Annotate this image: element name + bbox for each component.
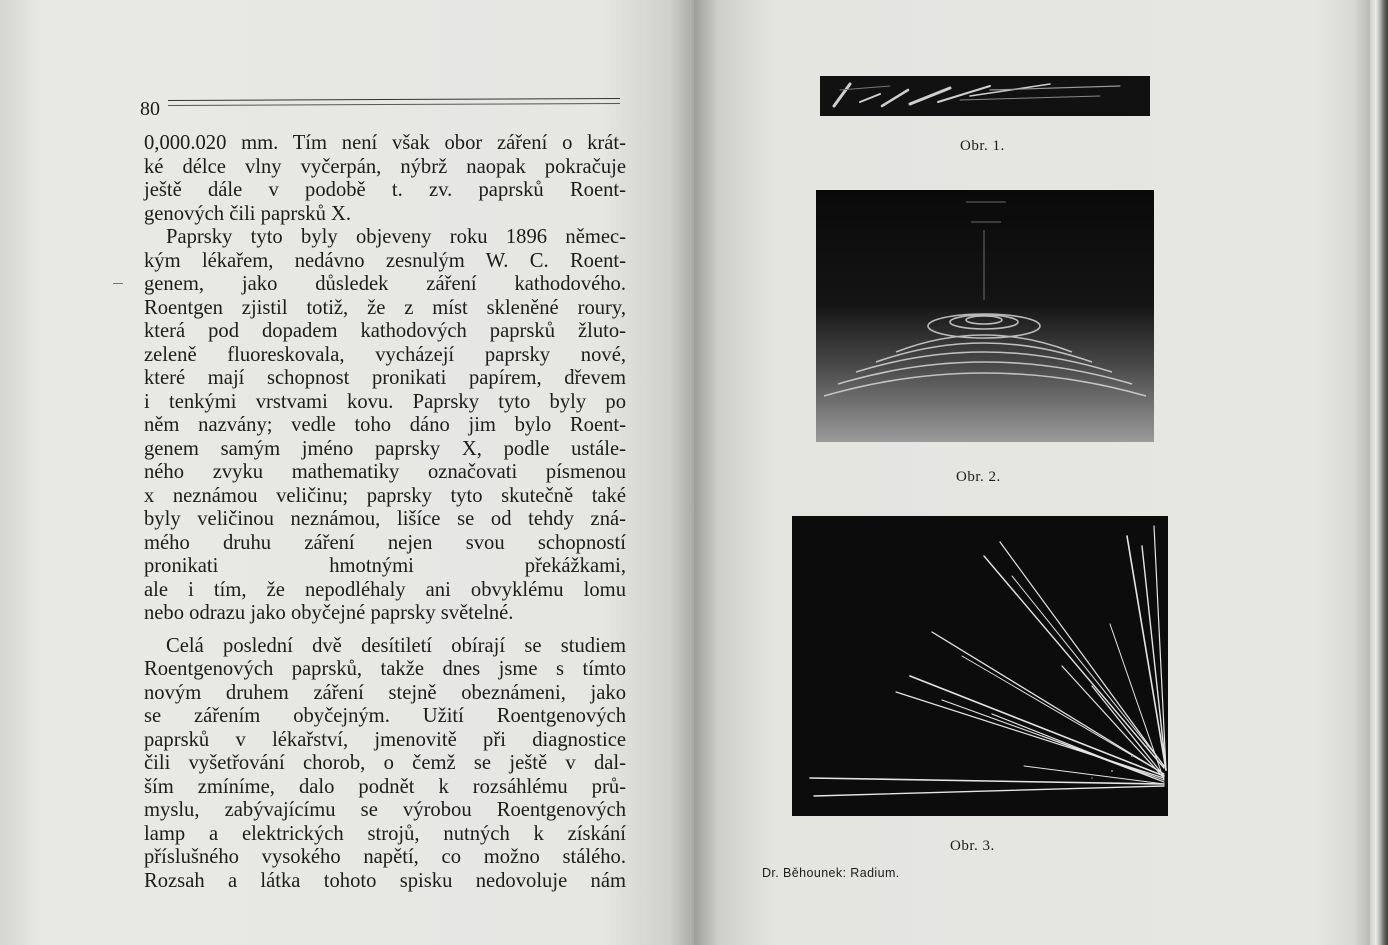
text-line: Roentgen zjistil totiž, že z míst skleněné roury, — [144, 296, 626, 319]
text-line: genem, jako důsledek záření kathodového. — [144, 273, 626, 295]
footer-credit: Dr. Běhounek: Radium. — [762, 866, 900, 880]
text-line: novým druhem záření stejně obeznámeni, jako — [144, 681, 626, 704]
body-text — [144, 132, 626, 893]
text-line: byly veličinou neznámou, lišíce se od tehdy zná- — [144, 508, 626, 530]
figure-3-photo — [792, 516, 1168, 816]
text-line: se zářením obyčejným. Užití Roentgenových — [144, 705, 626, 727]
figure-2-photo — [816, 190, 1154, 442]
text-line: genových čili paprsků X. — [144, 202, 352, 225]
text-line: pronikati hmotnými překážkami, — [144, 555, 626, 577]
text-line: ším zmíníme, dalo podnět k rozsáhlému prů- — [144, 775, 626, 798]
paragraph-gap — [144, 626, 626, 635]
text-line: Paprsky tyto byly objeveny roku 1896 němec- — [166, 226, 626, 248]
figure-2-caption: Obr. 2. — [956, 469, 1001, 485]
text-line: mého druhu záření nejen svou schopností — [144, 531, 626, 554]
text-line: ké délce vlny vyčerpán, nýbrž naopak pokračuje — [144, 155, 626, 178]
text-line: Rozsah a látka tohoto spisku nedovoluje nám — [144, 869, 626, 892]
text-line: ještě dále v podobě t. zv. paprsků Roent- — [144, 179, 626, 201]
text-line: něm nazvány; vedle toho dáno jim bylo Roent- — [144, 414, 626, 436]
text-line: zeleně fluoreskovala, vycházejí paprsky nové, — [144, 343, 626, 366]
text-line: Celá poslední dvě desítiletí obírají se studiem — [166, 634, 626, 657]
text-line: příslušného vysokého napětí, co možno stálého. — [144, 846, 626, 868]
figure-1-photo — [820, 76, 1150, 116]
text-line: Roentgenových paprsků, takže dnes jsme s tímto — [144, 658, 626, 680]
text-line: ale i tím, že nepodléhaly ani obvyklému lomu — [144, 578, 626, 601]
header-rule — [168, 98, 620, 101]
text-line: myslu, zabývajícímu se výrobou Roentgenových — [144, 799, 626, 821]
text-line: 0,000.020 mm. Tím není však obor záření o krát- — [144, 132, 626, 154]
text-line: i tenkými vrstvami kovu. Paprsky tyto byly po — [144, 390, 626, 413]
margin-mark — [113, 283, 123, 284]
figure-1-caption: Obr. 1. — [960, 138, 1005, 154]
text-line: genem samým jméno paprsky X, podle ustále- — [144, 437, 626, 460]
page-edge — [1370, 0, 1388, 945]
text-line: lamp a elektrických strojů, nutných k získání — [144, 822, 626, 845]
text-line: čili vyšetřování chorob, o čemž se ještě v dal- — [144, 752, 626, 774]
header-rule-secondary — [168, 103, 620, 106]
text-line: nebo odrazu jako obyčejné paprsky světelné. — [144, 602, 514, 624]
text-line: paprsků v lékařství, jmenovitě při diagnostice — [144, 728, 626, 751]
text-line: kým lékařem, nedávno zesnulým W. C. Roent- — [144, 249, 626, 272]
text-line: které mají schopnost pronikati papírem, dřevem — [144, 367, 626, 389]
page-number: 80 — [140, 98, 160, 120]
text-line: x neznámou veličinu; paprsky tyto skutečně také — [144, 484, 626, 507]
text-line: ného zvyku mathematiky označovati písmenou — [144, 461, 626, 483]
text-line: která pod dopadem kathodových paprsků žluto- — [144, 320, 626, 342]
figure-3-caption: Obr. 3. — [950, 838, 995, 854]
